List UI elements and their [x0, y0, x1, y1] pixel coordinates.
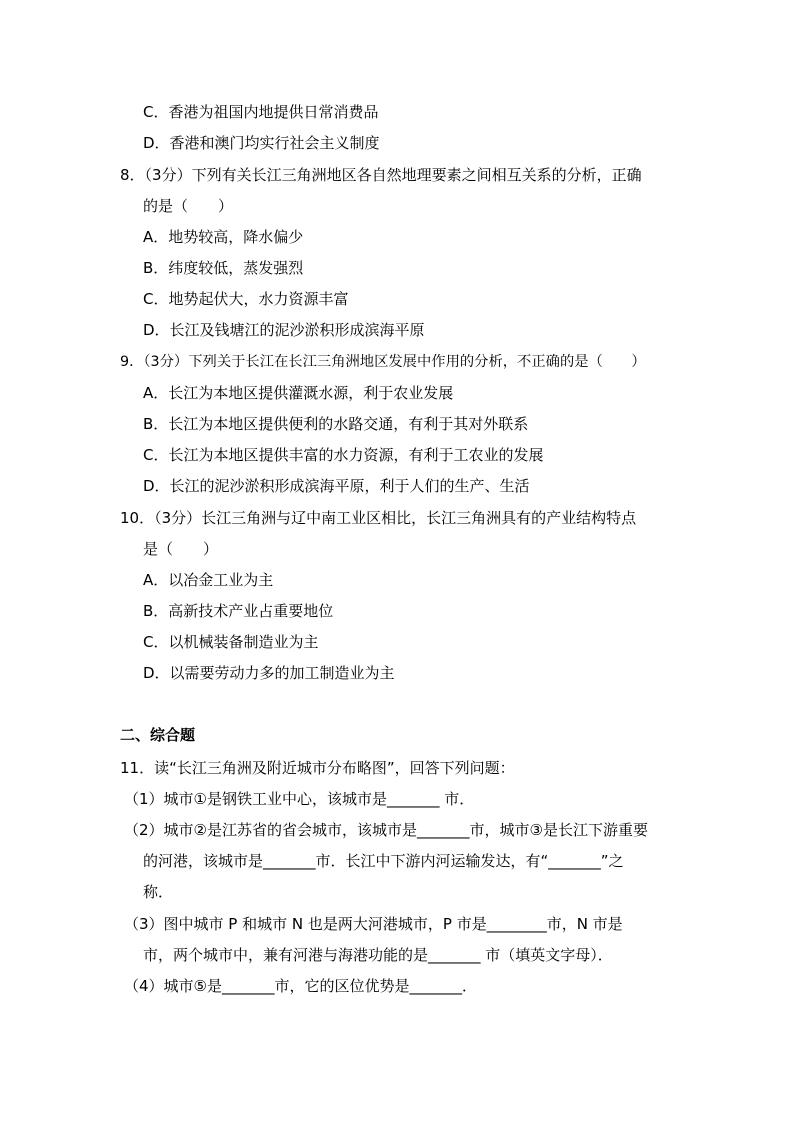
q8-option-a: A．地势较高，降水偏少: [143, 228, 304, 246]
q11-part2-line3: 称．: [143, 883, 174, 901]
q7-option-d: D．香港和澳门均实行社会主义制度: [143, 134, 380, 152]
q11-part4: （4）城市⑤是_______市，它的区位优势是_______．: [124, 977, 477, 995]
q8-stem-line1: 8．（3分）下列有关长江三角洲地区各自然地理要素之间相互关系的分析，正确: [120, 166, 642, 184]
q11-stem: 11．读“长江三角洲及附近城市分布略图”，回答下列问题：: [120, 759, 515, 777]
q10-option-b: B．高新技术产业占重要地位: [143, 602, 334, 620]
q9-option-a: A．长江为本地区提供灌溉水源，利于农业发展: [143, 384, 454, 402]
q11-part2-line2: 的河港，该城市是_______市．长江中下游内河运输发达，有“_______”之: [143, 852, 624, 870]
q7-option-c: C．香港为祖国内地提供日常消费品: [143, 103, 379, 121]
q10-option-c: C．以机械装备制造业为主: [143, 633, 319, 651]
q8-stem-line2: 的是（ ）: [143, 197, 234, 215]
q8-option-c: C．地势起伏大，水力资源丰富: [143, 290, 349, 308]
q10-option-d: D．以需要劳动力多的加工制造业为主: [143, 664, 395, 682]
q10-stem-line1: 10．（3分）长江三角洲与辽中南工业区相比，长江三角洲具有的产业结构特点: [120, 509, 637, 527]
q11-part3-line1: （3）图中城市 P 和城市 N 也是两大河港城市，P 市是________市，N 市是: [124, 915, 623, 933]
q10-stem-line2: 是（ ）: [143, 540, 219, 558]
q11-part3-line2: 市，两个城市中，兼有河港与海港功能的是_______ 市（填英文字母）．: [143, 946, 613, 964]
q9-option-b: B．长江为本地区提供便利的水路交通，有利于其对外联系: [143, 415, 529, 433]
section-title: 二、综合题: [120, 726, 196, 744]
q9-option-d: D．长江的泥沙淤积形成滨海平原，利于人们的生产、生活: [143, 477, 530, 495]
q11-part2-line1: （2）城市②是江苏省的省会城市，该城市是_______市，城市③是长江下游重要: [124, 821, 648, 839]
q9-stem-line1: 9．（3分）下列关于长江在长江三角洲地区发展中作用的分析，不正确的是（ ）: [120, 354, 646, 370]
q9-option-c: C．长江为本地区提供丰富的水力资源，有利于工农业的发展: [143, 446, 544, 464]
q10-option-a: A．以冶金工业为主: [143, 571, 274, 589]
q8-option-b: B．纬度较低，蒸发强烈: [143, 259, 304, 277]
q8-option-d: D．长江及钱塘江的泥沙淤积形成滨海平原: [143, 321, 425, 339]
q11-part1: （1）城市①是钢铁工业中心，该城市是_______ 市．: [124, 790, 475, 808]
